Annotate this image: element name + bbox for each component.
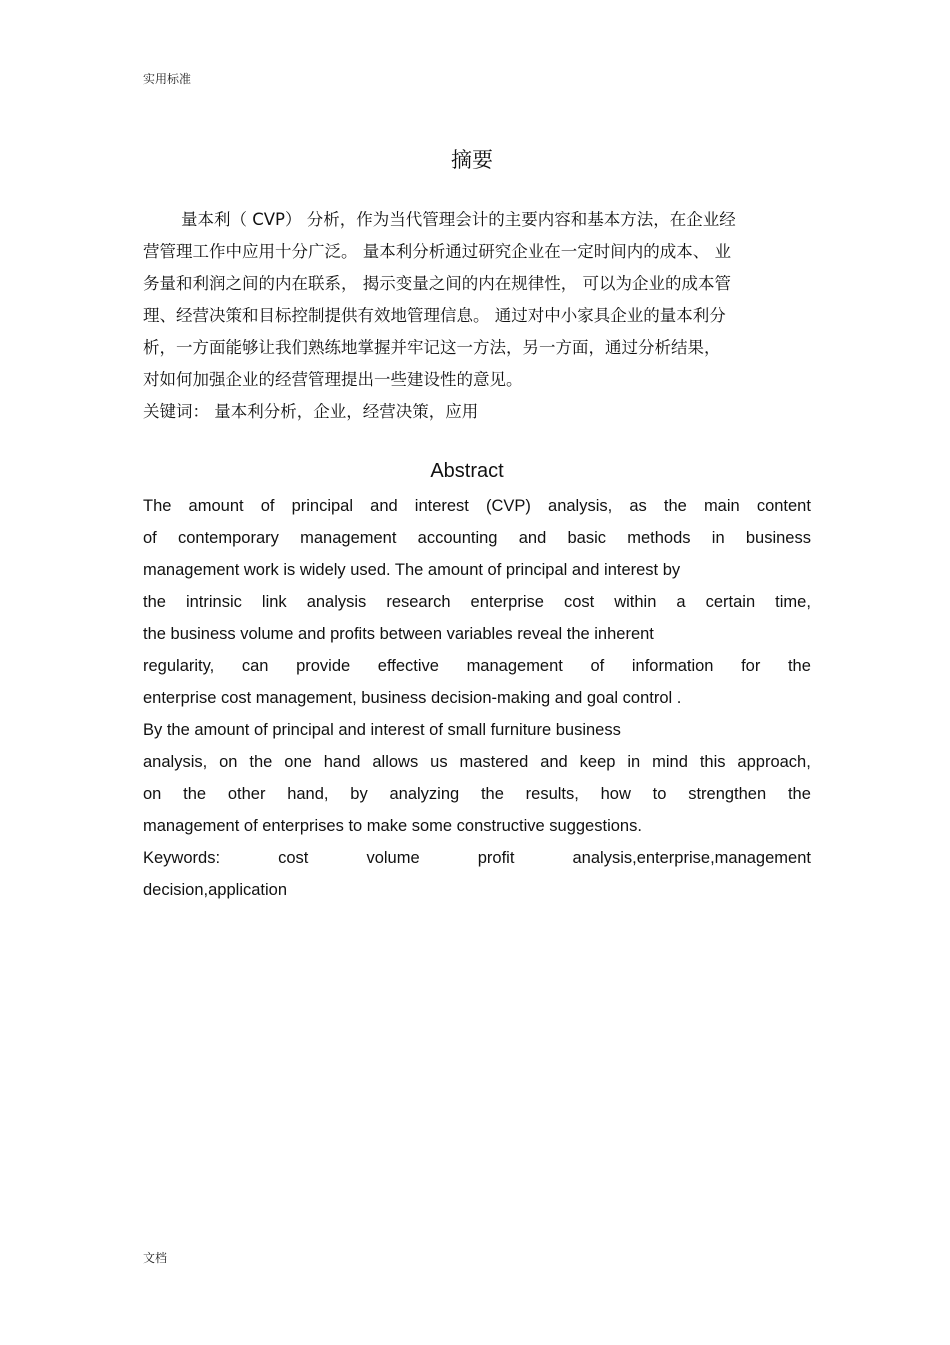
word: hand: [323, 753, 361, 771]
word: profit: [477, 849, 515, 867]
word: one: [284, 753, 312, 771]
word: the: [663, 497, 687, 515]
english-abstract-line: [143, 490, 811, 522]
word: time,: [775, 593, 811, 611]
word: cost: [563, 593, 595, 611]
word: the: [143, 593, 166, 611]
word: contemporary: [178, 529, 279, 547]
word: hand,: [287, 785, 329, 803]
word: (CVP): [486, 497, 531, 515]
word: analysis,: [548, 497, 613, 515]
chinese-abstract-line: 务量和利润之间的内在联系， 揭示变量之间的内在规律性， 可以为企业的成本管: [143, 274, 731, 293]
word: regularity,: [143, 657, 215, 675]
word: and: [370, 497, 398, 515]
english-abstract-line: [143, 778, 811, 810]
chinese-abstract-body: [143, 204, 813, 428]
word: how: [600, 785, 631, 803]
word: allows: [372, 753, 419, 771]
word: business: [745, 529, 811, 547]
word: cost: [278, 849, 309, 867]
english-abstract-line: management of enterprises to make some constructive suggestions.: [143, 817, 642, 835]
word: in: [711, 529, 725, 547]
word: of: [590, 657, 605, 675]
chinese-keywords: 关键词： 量本利分析，企业，经营决策，应用: [143, 402, 479, 421]
word: keep: [579, 753, 616, 771]
word: as: [629, 497, 647, 515]
word: content: [756, 497, 811, 515]
word: strengthen: [688, 785, 767, 803]
chinese-abstract-line: 营管理工作中应用十分广泛。 量本利分析通过研究企业在一定时间内的成本、 业: [143, 242, 731, 261]
word: effective: [377, 657, 439, 675]
word: by: [350, 785, 368, 803]
word: can: [241, 657, 269, 675]
word: this: [699, 753, 726, 771]
word: Keywords:: [143, 849, 221, 867]
word: in: [627, 753, 641, 771]
word: research: [386, 593, 451, 611]
word: within: [614, 593, 657, 611]
page-footer-note: 文档: [143, 1251, 168, 1265]
word: analysis,enterprise,management: [572, 849, 811, 867]
word: accounting: [417, 529, 498, 547]
page-header-note: 实用标准: [143, 72, 192, 86]
word: The: [143, 497, 172, 515]
word: for: [741, 657, 761, 675]
english-abstract-line: [143, 586, 811, 618]
word: enterprise: [470, 593, 544, 611]
chinese-abstract-title: 摘要: [451, 148, 493, 172]
word: management: [466, 657, 563, 675]
word: a: [676, 593, 686, 611]
word: other: [227, 785, 266, 803]
word: amount: [188, 497, 244, 515]
word: mind: [652, 753, 688, 771]
word: mastered: [459, 753, 529, 771]
word: analyzing: [389, 785, 460, 803]
word: us: [430, 753, 448, 771]
word: on: [143, 785, 162, 803]
chinese-abstract-line: 对如何加强企业的经营管理提出一些建设性的意见。: [143, 370, 523, 389]
word: management: [300, 529, 397, 547]
word: certain: [705, 593, 756, 611]
word: the: [249, 753, 273, 771]
word: the: [787, 657, 811, 675]
word: the: [787, 785, 811, 803]
word: provide: [296, 657, 351, 675]
word: intrinsic: [185, 593, 242, 611]
english-abstract-title: Abstract: [430, 460, 504, 482]
english-keywords-continuation: decision,application: [143, 881, 288, 899]
chinese-abstract-line: 析，一方面能够让我们熟练地掌握并牢记这一方法，另一方面，通过分析结果，: [143, 338, 721, 357]
word: to: [652, 785, 667, 803]
word: and: [518, 529, 547, 547]
word: link: [261, 593, 287, 611]
word: principal: [291, 497, 354, 515]
chinese-abstract-line: 理、经营决策和目标控制提供有效地管理信息。 通过对中小家具企业的量本利分: [143, 306, 726, 325]
english-abstract-line: By the amount of principal and interest of small furniture business: [143, 721, 621, 739]
word: and: [540, 753, 568, 771]
word: information: [631, 657, 714, 675]
english-abstract-line: the business volume and profits between variables reveal the inherent: [143, 625, 654, 643]
word: the: [183, 785, 207, 803]
chinese-abstract-line: 量本利（ CVP） 分析，作为当代管理会计的主要内容和基本方法，在企业经: [181, 210, 736, 229]
word: basic: [567, 529, 607, 547]
english-abstract-line: enterprise cost management, business decision-making and goal control .: [143, 689, 682, 707]
word: results,: [525, 785, 579, 803]
english-abstract-body: [143, 490, 811, 906]
word: approach,: [737, 753, 811, 771]
english-abstract-line: [143, 650, 811, 682]
word: methods: [627, 529, 691, 547]
word: the: [480, 785, 504, 803]
word: main: [703, 497, 740, 515]
english-abstract-line: [143, 522, 811, 554]
word: of: [143, 529, 157, 547]
english-abstract-line: [143, 746, 811, 778]
english-keywords: [143, 842, 811, 874]
word: interest: [414, 497, 469, 515]
word: of: [260, 497, 275, 515]
word: volume: [366, 849, 420, 867]
word: analysis: [306, 593, 367, 611]
word: on: [219, 753, 238, 771]
word: analysis,: [143, 753, 208, 771]
english-abstract-line: management work is widely used. The amount of principal and interest by: [143, 561, 681, 579]
